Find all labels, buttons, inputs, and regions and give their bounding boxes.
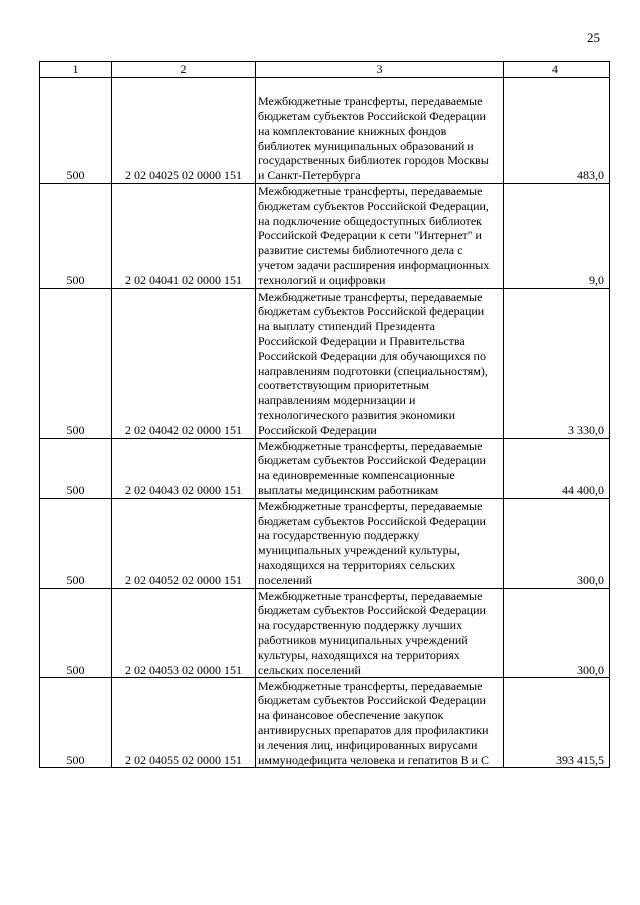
description-line: библиотек муниципальных образований и	[258, 138, 474, 153]
amount-cell: 483,0	[504, 78, 610, 184]
admin-code-cell: 500	[40, 588, 112, 678]
description-line: на государственную поддержку	[258, 528, 420, 543]
column-header-3: 3	[256, 62, 504, 78]
header-row	[40, 62, 610, 78]
description-line: сельских поселений	[258, 662, 361, 677]
description-line: бюджетам субъектов Российской Федерации	[258, 693, 486, 708]
admin-code-cell: 500	[40, 678, 112, 768]
budget-code-cell: 2 02 04055 02 0000 151	[112, 678, 256, 768]
description-cell	[256, 588, 504, 678]
description-cell	[256, 288, 504, 438]
description-line: Межбюджетные трансферты, передаваемые	[258, 498, 483, 513]
page-number: 25	[587, 30, 600, 45]
column-header-1: 1	[40, 62, 112, 78]
column-header-4: 4	[504, 62, 610, 78]
budget-code-cell: 2 02 04043 02 0000 151	[112, 438, 256, 498]
description-line: работников муниципальных учреждений	[258, 632, 468, 647]
description-line: Межбюджетные трансферты, передаваемые	[258, 184, 483, 198]
description-line: бюджетам субъектов Российской Федерации	[258, 109, 486, 124]
description-line: развитие системы библиотечного дела с	[258, 243, 463, 258]
description-cell	[256, 438, 504, 498]
description-line: и Санкт-Петербурга	[258, 168, 361, 183]
budget-code-cell: 2 02 04041 02 0000 151	[112, 184, 256, 289]
amount-cell: 300,0	[504, 498, 610, 588]
description-line: культуры, находящихся на территориях	[258, 647, 460, 662]
description-cell	[256, 78, 504, 184]
amount-cell: 300,0	[504, 588, 610, 678]
column-header-2: 2	[112, 62, 256, 78]
table-row	[40, 438, 610, 498]
amount-cell: 44 400,0	[504, 438, 610, 498]
admin-code-cell: 500	[40, 438, 112, 498]
description-line: на выплату стипендий Президента	[258, 319, 435, 334]
table-row	[40, 78, 610, 184]
budget-table	[39, 61, 610, 768]
description-line: Межбюджетные трансферты, передаваемые	[258, 438, 483, 453]
table-row	[40, 498, 610, 588]
description-line: на подключение общедоступных библиотек	[258, 213, 483, 228]
description-line: бюджетам субъектов Российской Федерации	[258, 513, 486, 528]
description-line: бюджетам субъектов Российской Федерации	[258, 453, 486, 468]
description-cell	[256, 678, 504, 768]
description-line: антивирусных препаратов для профилактики	[258, 722, 489, 737]
description-line: муниципальных учреждений культуры,	[258, 543, 460, 558]
description-line: Межбюджетные трансферты, передаваемые	[258, 289, 483, 304]
description-cell	[256, 184, 504, 289]
description-line: на государственную поддержку лучших	[258, 618, 463, 633]
description-line: Российской Федерации к сети "Интернет" и	[258, 228, 482, 243]
table-row	[40, 288, 610, 438]
description-line: на комплектование книжных фондов	[258, 123, 447, 138]
description-line: Российской Федерации	[258, 422, 377, 437]
description-line: поселений	[258, 572, 313, 587]
description-line: выплаты медицинским работникам	[258, 482, 439, 497]
description-line: технологического развития экономики	[258, 407, 456, 422]
table-row	[40, 184, 610, 289]
description-line: направлениям подготовки (специальностям),	[258, 363, 488, 378]
table-row	[40, 588, 610, 678]
description-line: соответствующим приоритетным	[258, 378, 429, 393]
description-line: иммунодефицита человека и гепатитов B и C	[258, 752, 490, 767]
admin-code-cell: 500	[40, 498, 112, 588]
budget-code-cell: 2 02 04052 02 0000 151	[112, 498, 256, 588]
description-line: Межбюджетные трансферты, передаваемые	[258, 678, 483, 693]
admin-code-cell: 500	[40, 288, 112, 438]
description-line: Российской Федерации и Правительства	[258, 334, 465, 348]
description-line: на единовременные компенсационные	[258, 468, 455, 483]
amount-cell: 393 415,5	[504, 678, 610, 768]
description-line: государственных библиотек городов Москвы	[258, 153, 489, 168]
table-body	[40, 78, 610, 768]
description-line: Межбюджетные трансферты, передаваемые	[258, 588, 483, 603]
admin-code-cell: 500	[40, 78, 112, 184]
admin-code-cell: 500	[40, 184, 112, 289]
amount-cell: 3 330,0	[504, 288, 610, 438]
description-line: учетом задачи расширения информационных	[258, 257, 490, 272]
amount-cell: 9,0	[504, 184, 610, 289]
budget-code-cell: 2 02 04025 02 0000 151	[112, 78, 256, 184]
description-line: и лечения лиц, инфицированных вирусами	[258, 737, 478, 752]
description-line: на финансовое обеспечение закупок	[258, 708, 444, 723]
table-row	[40, 678, 610, 768]
description-line: Российской Федерации для обучающихся по	[258, 348, 486, 363]
budget-code-cell: 2 02 04053 02 0000 151	[112, 588, 256, 678]
description-line: бюджетам субъектов Российской федерации	[258, 304, 485, 319]
description-line: Межбюджетные трансферты, передаваемые	[258, 94, 483, 109]
description-line: находящихся на территориях сельских	[258, 557, 456, 572]
description-cell	[256, 498, 504, 588]
description-line: бюджетам субъектов Российской Федерации,	[258, 198, 489, 213]
budget-code-cell: 2 02 04042 02 0000 151	[112, 288, 256, 438]
description-line: направлениям модернизации и	[258, 393, 416, 408]
description-line: технологий и оцифровки	[258, 272, 386, 287]
description-line: бюджетам субъектов Российской Федерации	[258, 603, 486, 618]
